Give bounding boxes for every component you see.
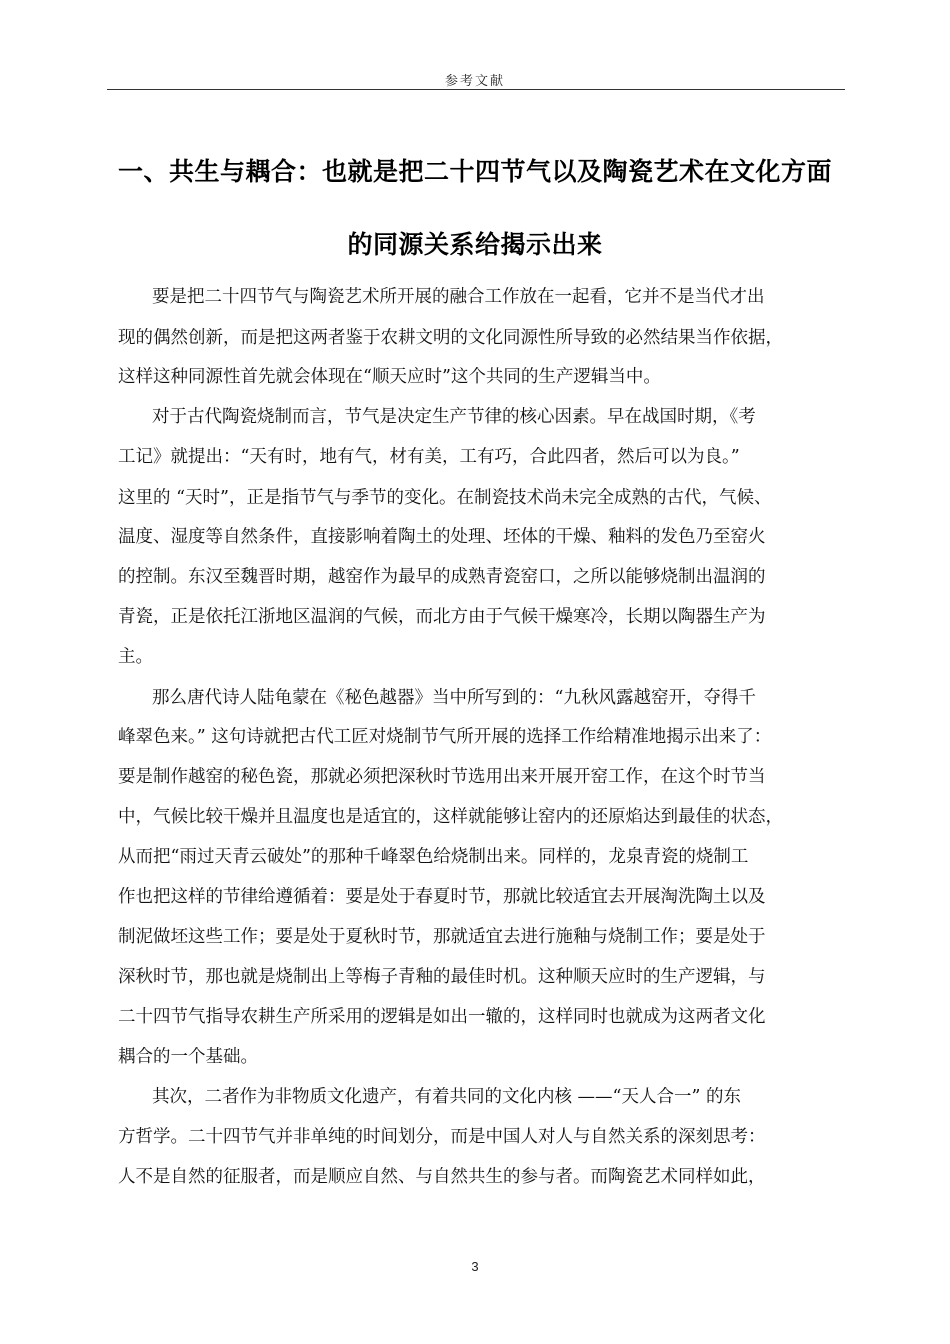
body-line: 现的偶然创新，而是把这两者鉴于农耕文明的文化同源性所导致的必然结果当作依据， [118, 328, 783, 348]
body-line: 这里的 “天时”，正是指节气与季节的变化。在制瓷技术尚未完全成熟的古代，气候、 [118, 488, 772, 508]
section-title-line-2: 的同源关系给揭示出来 [347, 230, 603, 259]
body-line: 深秋时节，那也就是烧制出上等梅子青釉的最佳时机。这种顺天应时的生产逻辑，与 [118, 967, 766, 987]
body-line: 要是制作越窑的秘色瓷，那就必须把深秋时节选用出来开展开窑工作，在这个时节当 [118, 767, 766, 787]
section-title-line-1: 一、共生与耦合：也就是把二十四节气以及陶瓷艺术在文化方面 [117, 157, 832, 186]
body-line: 峰翠色来。” 这句诗就把古代工匠对烧制节气所开展的选择工作给精准地揭示出来了： [118, 727, 772, 747]
body-line: 其次，二者作为非物质文化遗产，有着共同的文化内核 ——“天人合一” 的东 [152, 1087, 742, 1107]
body-line: 青瓷，正是依托江浙地区温润的气候，而北方由于气候干燥寒冷，长期以陶器生产为 [118, 607, 766, 627]
body-line: 工记》就提出：“天有时，地有气，材有美，工有巧，合此四者，然后可以为良。” [118, 447, 740, 467]
body-line: 方哲学。二十四节气并非单纯的时间划分，而是中国人对人与自然关系的深刻思考： [118, 1127, 766, 1147]
header-divider [107, 89, 845, 90]
body-line: 从而把“雨过天青云破处”的那种千峰翠色给烧制出来。同样的，龙泉青瓷的烧制工 [118, 847, 749, 867]
body-line: 那么唐代诗人陆龟蒙在《秘色越器》当中所写到的：“九秋风露越窑开，夺得千 [152, 688, 756, 708]
body-line: 人不是自然的征服者，而是顺应自然、与自然共生的参与者。而陶瓷艺术同样如此， [118, 1167, 766, 1187]
body-line: 温度、湿度等自然条件，直接影响着陶土的处理、坯体的干燥、釉料的发色乃至窑火 [118, 527, 766, 547]
body-line: 要是把二十四节气与陶瓷艺术所开展的融合工作放在一起看，它并不是当代才出 [152, 287, 765, 307]
body-line: 制泥做坯这些工作；要是处于夏秋时节，那就适宜去进行施釉与烧制工作；要是处于 [118, 927, 766, 947]
body-line: 对于古代陶瓷烧制而言，节气是决定生产节律的核心因素。早在战国时期，《考 [152, 407, 756, 427]
body-line: 中，气候比较干燥并且温度也是适宜的，这样就能够让窑内的还原焰达到最佳的状态， [118, 807, 783, 827]
body-line: 主。 [118, 647, 153, 667]
body-line: 作也把这样的节律给遵循着：要是处于春夏时节，那就比较适宜去开展淘洗陶土以及 [118, 887, 766, 907]
body-line: 二十四节气指导农耕生产所采用的逻辑是如出一辙的，这样同时也就成为这两者文化 [118, 1007, 766, 1027]
body-line: 的控制。东汉至魏晋时期，越窑作为最早的成熟青瓷窑口，之所以能够烧制出温润的 [118, 567, 766, 587]
running-header: 参考文献 [444, 74, 505, 89]
body-line: 这样这种同源性首先就会体现在“顺天应时”这个共同的生产逻辑当中。 [118, 367, 661, 387]
page-number: 3 [471, 1259, 479, 1274]
body-line: 耦合的一个基础。 [118, 1047, 258, 1067]
